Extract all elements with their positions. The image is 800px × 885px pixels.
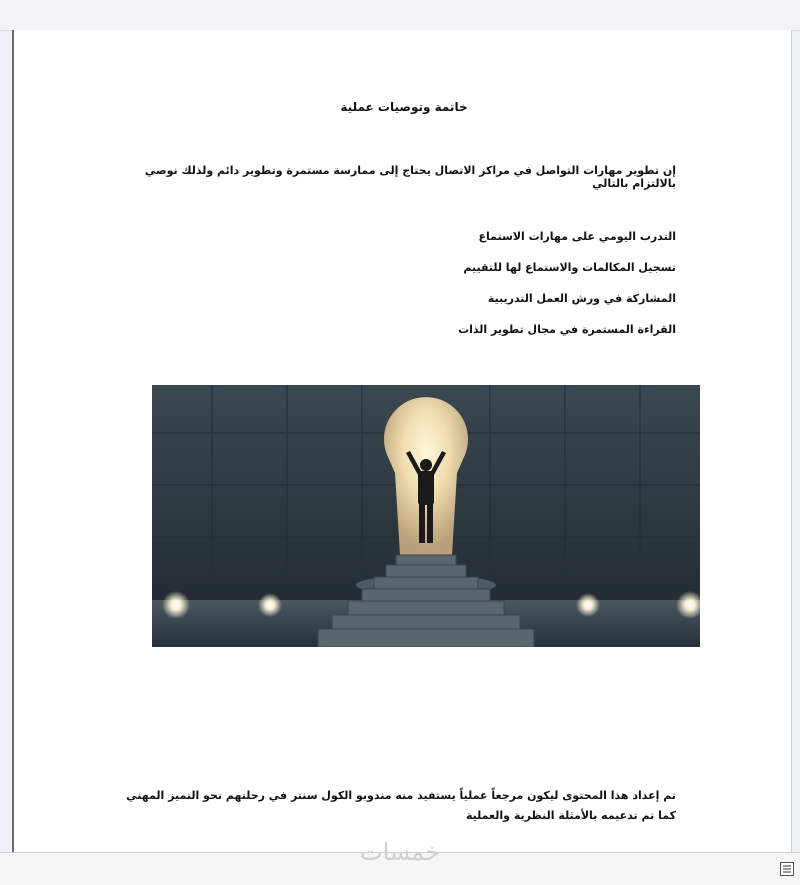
page-title: خاتمة وتوصيات عملية xyxy=(340,100,468,114)
list-item: التدرب اليومي على مهارات الاستماع xyxy=(478,230,676,243)
list-item: تسجيل المكالمات والاستماع لها للتقييم xyxy=(463,261,676,274)
document-page xyxy=(12,30,792,852)
hero-image xyxy=(152,385,700,647)
menu-lines-icon[interactable] xyxy=(780,862,794,876)
list-item: المشاركة في ورش العمل التدريبية xyxy=(487,292,676,305)
recommendations-list xyxy=(376,230,676,354)
watermark-logo: خمسات xyxy=(359,838,441,866)
closing-line-2: كما تم تدعيمه بالأمثلة النظرية والعملية xyxy=(466,809,676,822)
intro-paragraph: إن تطوير مهارات التواصل في مراكز الاتصال يحتاج إلى ممارسة مستمرة وتطوير دائم ولذلك نوصي بالالتزام بالتالي xyxy=(144,164,676,190)
viewer-top-bar xyxy=(0,0,800,31)
list-item: القراءة المستمرة في مجال تطوير الذات xyxy=(458,323,676,336)
closing-paragraph xyxy=(116,786,676,826)
keyhole-illustration xyxy=(152,385,700,647)
closing-line-1: تم إعداد هذا المحتوى ليكون مرجعاً عملياً يستفيد منه مندوبو الكول سنتر في رحلتهم نحو التميز المهني xyxy=(126,789,676,802)
